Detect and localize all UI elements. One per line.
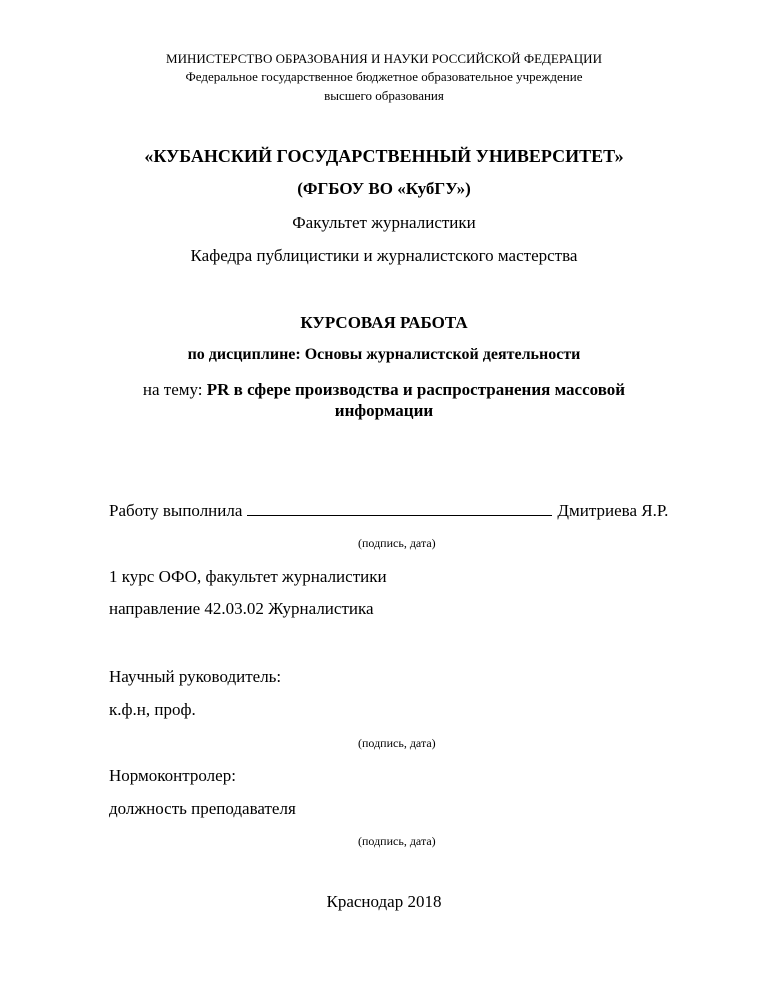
author-signature-line — [247, 501, 552, 516]
faculty-name: Факультет журналистики — [292, 213, 476, 232]
author-direction: направление 42.03.02 Журналистика — [109, 599, 374, 618]
university-name: «КУБАНСКИЙ ГОСУДАРСТВЕННЫЙ УНИВЕРСИТЕТ» — [144, 146, 624, 166]
institution-type-line1: Федеральное государственное бюджетное образовательное учреждение — [185, 69, 583, 84]
supervisor-label: Научный руководитель: — [109, 667, 282, 686]
author-label: Работу выполнила — [109, 501, 243, 520]
author-name: Дмитриева Я.Р. — [557, 501, 669, 520]
author-signature-hint: (подпись, дата) — [358, 536, 436, 550]
city-year: Краснодар 2018 — [326, 892, 442, 911]
supervisor-signature-hint: (подпись, дата) — [358, 736, 436, 750]
work-topic-line2: информации — [334, 401, 434, 420]
work-topic-line1 — [0, 381, 768, 398]
supervisor-title: к.ф.н, проф. — [109, 700, 196, 719]
work-discipline: по дисциплине: Основы журналистской деятельности — [187, 346, 581, 363]
author-line — [109, 501, 668, 519]
author-course: 1 курс ОФО, факультет журналистики — [109, 567, 387, 586]
university-abbreviation: (ФГБОУ ВО «КубГУ») — [297, 179, 471, 198]
topic-text: PR в сфере производства и распространения массовой — [206, 380, 626, 399]
department-name: Кафедра публицистики и журналистского мастерства — [190, 246, 578, 265]
normcontroller-title: должность преподавателя — [109, 799, 296, 818]
institution-type-line2: высшего образования — [324, 88, 444, 103]
ministry-heading: МИНИСТЕРСТВО ОБРАЗОВАНИЯ И НАУКИ РОССИЙСКОЙ ФЕДЕРАЦИИ — [166, 51, 602, 66]
normcontroller-label: Нормоконтролер: — [109, 766, 236, 785]
topic-prefix: на тему: — [142, 380, 207, 399]
work-type: КУРСОВАЯ РАБОТА — [300, 313, 468, 332]
normcontroller-signature-hint: (подпись, дата) — [358, 834, 436, 848]
